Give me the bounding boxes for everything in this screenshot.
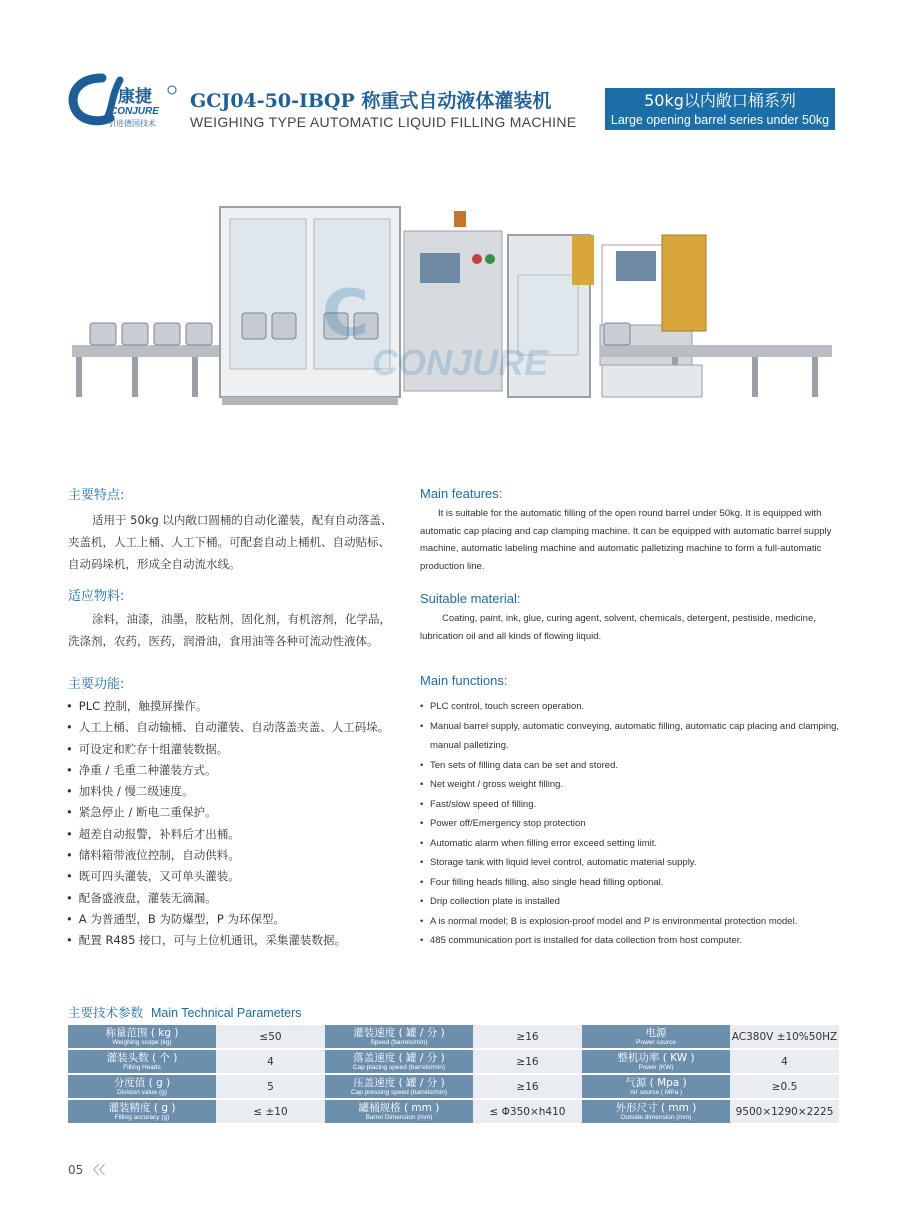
param-key: 整机功率 ( KW ) Power (KW) xyxy=(582,1049,730,1074)
tech-params-table xyxy=(68,1025,839,1125)
param-value: 4 xyxy=(216,1049,325,1074)
param-value: ≤ ±10 xyxy=(216,1099,325,1124)
page-number: 05 〈〈 xyxy=(68,1163,106,1177)
features-heading-en: Main features: xyxy=(420,486,503,501)
list-item: • Drip collection plate is installed xyxy=(420,892,840,912)
param-value: ≤50 xyxy=(216,1025,325,1049)
param-key: 灌装速度 ( 罐 / 分 ) Speed (barrels/min) xyxy=(325,1025,473,1049)
model-title: GCJ04-50-IBQP 称重式自动液体灌装机 xyxy=(190,90,552,112)
param-key: 灌装头数 ( 个 ) Filling Heads xyxy=(68,1049,216,1074)
conjure-logo xyxy=(68,72,178,132)
list-item: • 配备盛液盘，灌装无滴漏。 xyxy=(66,888,406,909)
param-key: 外形尺寸 ( mm ) Outside dimension (mm) xyxy=(582,1099,730,1124)
model-subtitle: WEIGHING TYPE AUTOMATIC LIQUID FILLING MACHINE xyxy=(190,114,577,130)
param-value: ≥16 xyxy=(473,1074,582,1099)
list-item: • 485 communication port is installed for data collection from host computer. xyxy=(420,931,840,951)
table-row xyxy=(68,1099,839,1124)
list-item: • 紧急停止 / 断电二重保护。 xyxy=(66,802,406,823)
param-value: 9500×1290×2225 xyxy=(730,1099,839,1124)
list-item: • 超差自动报警，补料后才出桶。 xyxy=(66,824,406,845)
features-text-en: It is suitable for the automatic filling of the open round barrel under 50kg. It is equipped with automatic cap placing and cap clamping machine. It can be equipped with automatic barrel supply machine, automatic labeling machine and automatic palletizing machine to form a full-automatic production line. xyxy=(420,508,832,572)
series-en: Large opening barrel series under 50kg xyxy=(610,113,830,127)
param-value: 5 xyxy=(216,1074,325,1099)
list-item: • PLC 控制，触摸屏操作。 xyxy=(66,696,406,717)
functions-heading-cn: 主要功能: xyxy=(68,677,125,692)
param-value: ≤ Φ350×h410 xyxy=(473,1099,582,1124)
list-item: • PLC control, touch screen operation. xyxy=(420,697,840,717)
logo-en-text: CONJURE xyxy=(110,106,159,117)
list-item: • Four filling heads filling, also single head filling optional. xyxy=(420,873,840,893)
material-heading-cn: 适应物料: xyxy=(68,589,125,604)
list-item: • 净重 / 毛重二种灌装方式。 xyxy=(66,760,406,781)
logo-cn-text: 康捷 xyxy=(118,87,152,107)
list-item: • Ten sets of filling data can be set and stored. xyxy=(420,756,840,776)
svg-text:CONJURE: CONJURE xyxy=(372,342,549,383)
material-text-en: Coating, paint, ink, glue, curing agent, solvent, chemicals, detergent, pestiside, medicine, lubrication oil and all kinds of flowing liquid. xyxy=(420,613,816,642)
list-item: • Manual barrel supply, automatic conveying, automatic filling, automatic cap placing and clamping, manual palletizing. xyxy=(420,717,840,756)
material-heading-en: Suitable material: xyxy=(420,591,521,606)
material-text-cn: 涂料，油漆，油墨，胶粘剂，固化剂，有机溶剂，化学品，洗涤剂，农药，医药，润滑油，食用油等各种可流动性液体。 xyxy=(68,612,391,648)
machine-illustration xyxy=(72,195,832,425)
param-key: 电源 Power source xyxy=(582,1025,730,1049)
tech-params-title xyxy=(68,1003,302,1021)
param-value: ≥16 xyxy=(473,1025,582,1049)
list-item: • Automatic alarm when filling error exceed setting limit. xyxy=(420,834,840,854)
list-item: • Power off/Emergency stop protection xyxy=(420,814,840,834)
features-text-cn: 适用于 50kg 以内敞口圆桶的自动化灌装，配有自动落盖、夹盖机，人工上桶、人工下桶。可配套自动上桶机、自动贴标、自动码垛机，形成全自动流水线。 xyxy=(68,513,393,571)
functions-list-en xyxy=(420,697,840,951)
table-row xyxy=(68,1025,839,1049)
param-key: 压盖速度 ( 罐 / 分 ) Cap pressing speed (barrels/min) xyxy=(325,1074,473,1099)
param-key: 罐桶规格 ( mm ) Barrel Dimension (mm) xyxy=(325,1099,473,1124)
param-key: 气源 ( Mpa ) Air source ( MPa ) xyxy=(582,1074,730,1099)
list-item: • Net weight / gross weight filling. xyxy=(420,775,840,795)
list-item: • A is normal model; B is explosion-proof model and P is environmental protection model. xyxy=(420,912,840,932)
tech-params-title-en: Main Technical Parameters xyxy=(150,1006,302,1020)
functions-list-cn xyxy=(66,696,406,952)
param-value: ≥16 xyxy=(473,1049,582,1074)
list-item: • 人工上桶、自动输桶、自动灌装、自动落盖夹盖、人工码垛。 xyxy=(66,717,406,738)
series-cn: 50kg以内敞口桶系列 xyxy=(644,91,796,110)
functions-heading-en: Main functions: xyxy=(420,673,508,688)
table-row xyxy=(68,1049,839,1074)
svg-text:C: C xyxy=(322,277,369,351)
param-value: ≥0.5 xyxy=(730,1074,839,1099)
series-badge xyxy=(605,88,835,130)
list-item: • 储料箱带液位控制，自动供料。 xyxy=(66,845,406,866)
param-value: 4 xyxy=(730,1049,839,1074)
param-key: 落盖速度 ( 罐 / 分 ) Cap placing speed (barrels/min) xyxy=(325,1049,473,1074)
list-item: • 可设定和贮存十组灌装数据。 xyxy=(66,739,406,760)
table-row xyxy=(68,1074,839,1099)
list-item: • A 为普通型，B 为防爆型，P 为环保型。 xyxy=(66,909,406,930)
param-value: AC380V ±10%50HZ xyxy=(730,1025,839,1049)
list-item: • 加料快 / 慢二级速度。 xyxy=(66,781,406,802)
features-heading-cn: 主要特点: xyxy=(68,488,125,503)
param-key: 称量范围 ( kg ) Weighing scope (kg) xyxy=(68,1025,216,1049)
list-item: • 既可四头灌装，又可单头灌装。 xyxy=(66,866,406,887)
list-item: • 配置 R485 接口，可与上位机通讯，采集灌装数据。 xyxy=(66,930,406,951)
param-key: 分度值 ( g ) Division value (g) xyxy=(68,1074,216,1099)
tech-params-title-cn: 主要技术参数 xyxy=(68,1005,144,1020)
param-key: 灌装精度 ( g ) Filling accuracy (g) xyxy=(68,1099,216,1124)
logo-slogan: 引进德国技术 xyxy=(108,119,156,128)
list-item: • Fast/slow speed of filling. xyxy=(420,795,840,815)
list-item: • Storage tank with liquid level control, automatic material supply. xyxy=(420,853,840,873)
